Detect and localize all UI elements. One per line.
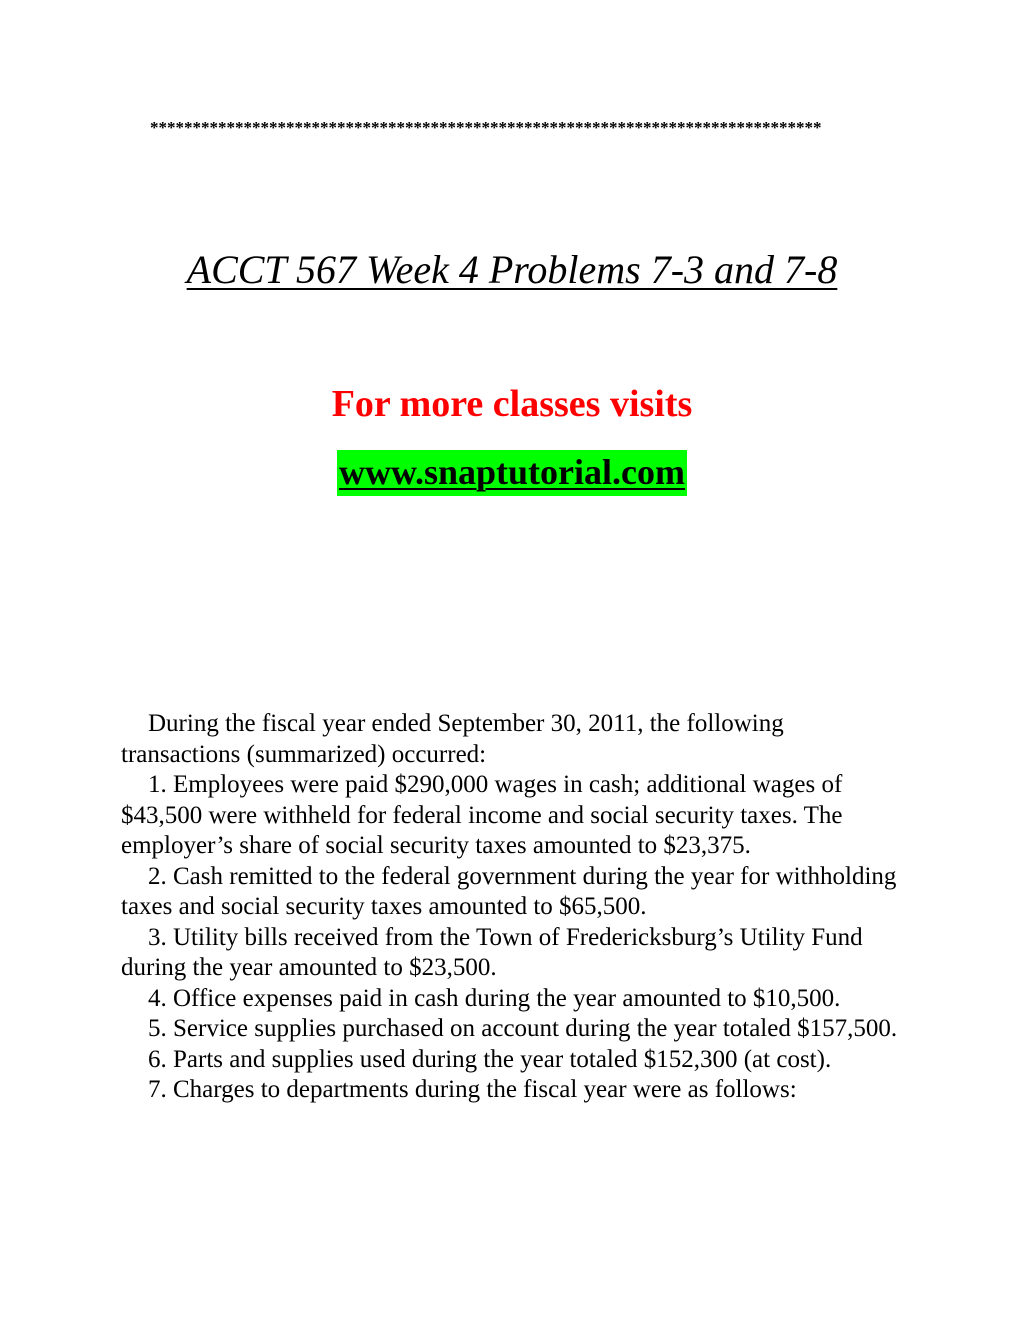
transaction-item-6: 6. Parts and supplies used during the year totaled $152,300 (at cost). [148,1045,832,1073]
promo-link-container [0,450,1024,496]
transaction-item-7: 7. Charges to departments during the fiscal year were as follows: [148,1076,797,1103]
transaction-item-1: 1. Employees were paid $290,000 wages in cash; additional wages of $43,500 were withheld for federal income and social security taxes. The employer’s share of social security taxes amounted to $23,375. [121,771,843,859]
problem-body [121,709,906,1106]
document-title [0,246,1024,293]
promo-text: For more classes visits [331,383,693,425]
asterisk-divider: ******************************************************************************* [150,118,822,137]
intro-paragraph: During the fiscal year ended September 30, 2011, the following transactions (summarized) occurred: [121,710,784,768]
transaction-item-2: 2. Cash remitted to the federal government during the year for withholding taxes and social security taxes amounted to $65,500. [121,862,897,920]
transaction-item-4: 4. Office expenses paid in cash during the year amounted to $10,500. [148,984,841,1012]
transaction-item-3: 3. Utility bills received from the Town of Fredericksburg’s Utility Fund during the year amounted to $23,500. [121,923,863,981]
document-title-text: ACCT 567 Week 4 Problems 7-3 and 7-8 [186,247,838,292]
transaction-item-5: 5. Service supplies purchased on account during the year totaled $157,500. [148,1015,898,1042]
snaptutorial-link[interactable]: www.snaptutorial.com [337,450,687,496]
